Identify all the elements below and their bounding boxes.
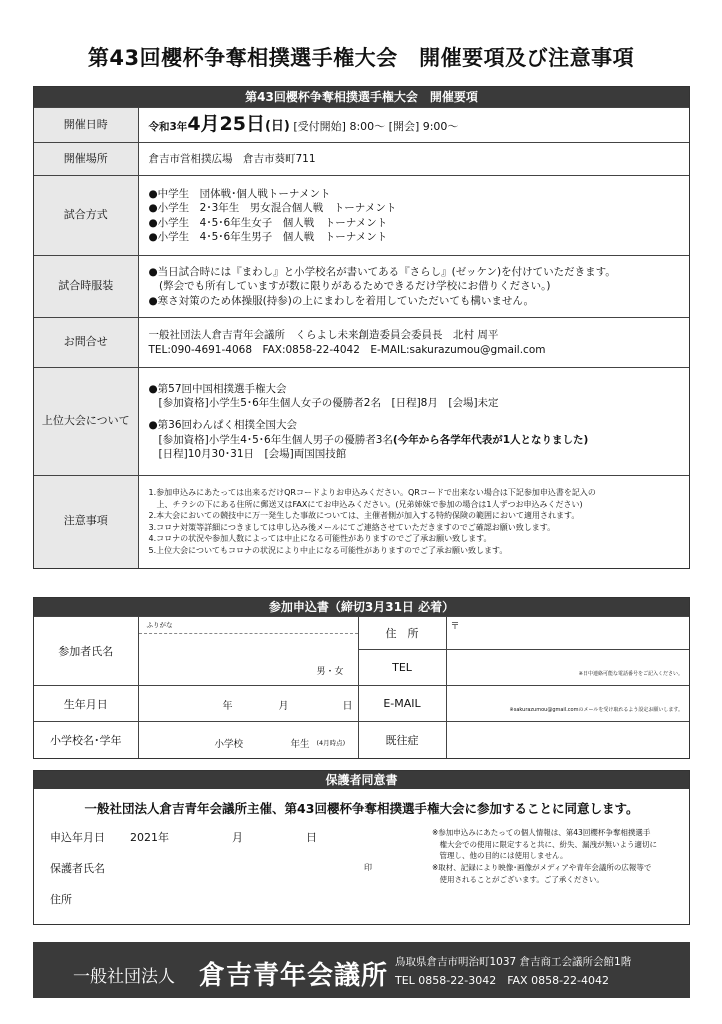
- outline-table: [34, 107, 689, 568]
- higher-t1: ●第57回中国相撲選手権大会: [148, 383, 287, 396]
- outline-header: 第43回櫻杯争奪相撲選手権大会 開催要項: [34, 87, 689, 107]
- apply-date-year[interactable]: 2021年: [130, 831, 169, 844]
- higher-t2-detail: [149, 433, 690, 447]
- page-title: 第43回櫻杯争奪相撲選手権大会 開催要項及び注意事項: [87, 46, 635, 70]
- tel-field[interactable]: [446, 650, 689, 686]
- consent-statement: 一般社団法人倉吉青年会議所主催、第43回櫻杯争奪相撲選手権大会に参加することに同意します。: [84, 801, 639, 816]
- grade-note: (4月時点): [316, 739, 346, 747]
- privacy-note-line: ※取材、記録により映像･画像がメディアや青年会議所の広報等で: [432, 862, 652, 872]
- format-value: [138, 176, 689, 256]
- address-label: 住 所: [358, 617, 446, 650]
- contact-value: [138, 318, 689, 368]
- format-line: ●小学生 4･5･6年生女子 個人戦 トーナメント: [148, 216, 388, 229]
- attire-label: 試合時服装: [34, 256, 138, 318]
- higher-row: [34, 368, 689, 476]
- notes-label: 注意事項: [34, 476, 138, 568]
- dob-year: 年: [222, 701, 233, 712]
- note-line: 3.コロナ対策等詳細につきましては申し込み後メールにてご連絡させていただきますのでご確認お願い致します。: [148, 522, 556, 532]
- email-field[interactable]: [446, 686, 689, 722]
- date-month-day: 4月25日: [187, 113, 265, 136]
- date-prefix: 令和3年: [148, 121, 188, 134]
- email-note: ※sakurazumou@gmail.comのメールを受け取れるよう設定お願いします。: [509, 707, 683, 713]
- gender-choice[interactable]: 男・女: [316, 667, 344, 677]
- dob-field[interactable]: [138, 686, 358, 722]
- postal-mark: 〒: [450, 622, 460, 632]
- note-line: 2.本大会においての競技中に万一発生した事故については、主催者側が加入する特約保険の範囲において適用されます。: [148, 511, 580, 521]
- higher-label: 上位大会について: [34, 368, 138, 476]
- application-section: [33, 597, 690, 759]
- higher-value: [138, 368, 689, 476]
- name-label: 参加者氏名: [34, 617, 138, 686]
- date-label: 開催日時: [34, 108, 138, 143]
- application-table: [34, 616, 689, 758]
- attire-line: ●寒さ対策のため体操服(持参)の上にまわしを着用していただいても構いません。: [148, 294, 534, 307]
- tel-label: TEL: [358, 650, 446, 686]
- application-header: 参加申込書（締切3月31日 必着）: [34, 598, 689, 616]
- history-label: 既往症: [358, 722, 446, 758]
- note-line: 1.参加申込みにあたっては出来るだけQRコードよりお申込みください。QRコードで出来ない場合は下記参加申込書を記入の: [148, 487, 596, 497]
- format-line: ●小学生 4･5･6年生男子 個人戦 トーナメント: [148, 230, 388, 243]
- notes-value: [138, 476, 689, 568]
- privacy-note: [432, 827, 684, 885]
- footer-address: 鳥取県倉吉市明治町1037 倉吉商工会議所会館1階: [395, 956, 632, 968]
- consent-section: [33, 770, 690, 925]
- tel-note: ※日中連絡可能な電話番号をご記入ください。: [578, 671, 683, 677]
- footer-org-type: 一般社団法人: [73, 967, 175, 987]
- history-field[interactable]: [446, 722, 689, 758]
- privacy-note-line: 管理し、他の目的には使用しません。: [432, 851, 568, 861]
- format-line: ●中学生 団体戦･個人戦トーナメント: [148, 188, 331, 201]
- seal-mark: 印: [364, 863, 372, 872]
- higher-t2-qualification: [参加資格]小学生4･5･6年生個人男子の優勝者3名: [158, 433, 393, 446]
- contact-row: [34, 318, 689, 368]
- venue-label: 開催場所: [34, 143, 138, 176]
- email-label: E-MAIL: [358, 686, 446, 722]
- date-value: [138, 108, 689, 143]
- footer-tel-fax: TEL 0858-22-3042 FAX 0858-22-4042: [395, 974, 610, 987]
- attire-row: [34, 256, 689, 318]
- note-line: 上、チラシの下にある住所に郵送又はFAXにてお申込みください。(兄弟姉妹で参加の場合は1人ずつお申込みください): [148, 499, 583, 509]
- format-label: 試合方式: [34, 176, 138, 256]
- notes-row: [34, 476, 689, 568]
- apply-date-label: 申込年月日: [50, 831, 105, 844]
- privacy-note-line: ※参加申込みにあたっての個人情報は、第43回櫻杯争奪相撲選手: [432, 828, 651, 837]
- name-field[interactable]: [138, 617, 358, 686]
- privacy-note-line: 使用されることがございます。ご了承ください。: [432, 874, 604, 884]
- date-row: [34, 108, 689, 143]
- attire-line: ●当日試合時には『まわし』と小学校名が書いてある『さらし』(ゼッケン)を付けていただきます。: [148, 266, 616, 279]
- date-times: [受付開始] 8:00～ [開会] 9:00～: [289, 120, 459, 134]
- guardian-name-label: 保護者氏名: [50, 862, 105, 875]
- school-field[interactable]: [138, 722, 358, 758]
- dob-day: 日: [342, 701, 353, 712]
- dob-month: 月: [278, 701, 289, 712]
- apply-date-day[interactable]: 日: [306, 831, 317, 844]
- venue-row: [34, 143, 689, 176]
- footer-org-name: 倉吉青年会議所: [199, 961, 389, 991]
- contact-line: TEL:090-4691-4068 FAX:0858-22-4042 E-MAIL:sakurazumou@gmail.com: [148, 343, 546, 356]
- contact-line: 一般社団法人倉吉青年会議所 くらよし未来創造委員会委員長 北村 周平: [148, 329, 499, 342]
- address-field[interactable]: [446, 617, 689, 650]
- outline-section: [33, 86, 690, 569]
- grade-suffix: 年生: [290, 739, 310, 750]
- note-line: 4.コロナの状況や参加人数によっては中止になる可能性がありますのでご了承お願い致します。: [148, 534, 492, 544]
- venue-value: 倉吉市営相撲広場 倉吉市葵町711: [138, 143, 689, 176]
- consent-header: 保護者同意書: [34, 771, 689, 789]
- footer-banner: [33, 942, 690, 998]
- school-suffix: 小学校: [214, 739, 244, 750]
- dob-label: 生年月日: [34, 686, 138, 722]
- format-line: ●小学生 2･3年生 男女混合個人戦 トーナメント: [148, 202, 397, 215]
- higher-t2-bold: (今年から各学年代表が1人となりました): [392, 433, 589, 446]
- note-line: 5.上位大会についてもコロナの状況により中止になる可能性がありますのでご了承お願い致します。: [148, 545, 508, 555]
- guardian-address-label: 住所: [50, 893, 72, 906]
- higher-t2: ●第36回わんぱく相撲全国大会: [148, 419, 298, 432]
- attire-line: (弊会でも所有していますが数に限りがあるためできるだけ学校にお借りください。): [148, 280, 551, 293]
- higher-t1-detail: [参加資格]小学生5･6年生個人女子の優勝者2名 [日程]8月 [会場]未定: [158, 397, 499, 410]
- format-row: [34, 176, 689, 256]
- consent-body: [34, 817, 689, 935]
- higher-t2-schedule: [日程]10月30･31日 [会場]両国国技館: [158, 447, 347, 460]
- attire-value: [138, 256, 689, 318]
- school-label: 小学校名･学年: [34, 722, 138, 758]
- apply-date-month[interactable]: 月: [232, 831, 243, 844]
- date-weekday: (日): [264, 119, 290, 135]
- privacy-note-line: 権大会での使用に限定すると共に、紛失、漏洩が無いよう適切に: [432, 839, 657, 849]
- furigana-label: ふりがな: [146, 621, 173, 629]
- contact-label: お問合せ: [34, 318, 138, 368]
